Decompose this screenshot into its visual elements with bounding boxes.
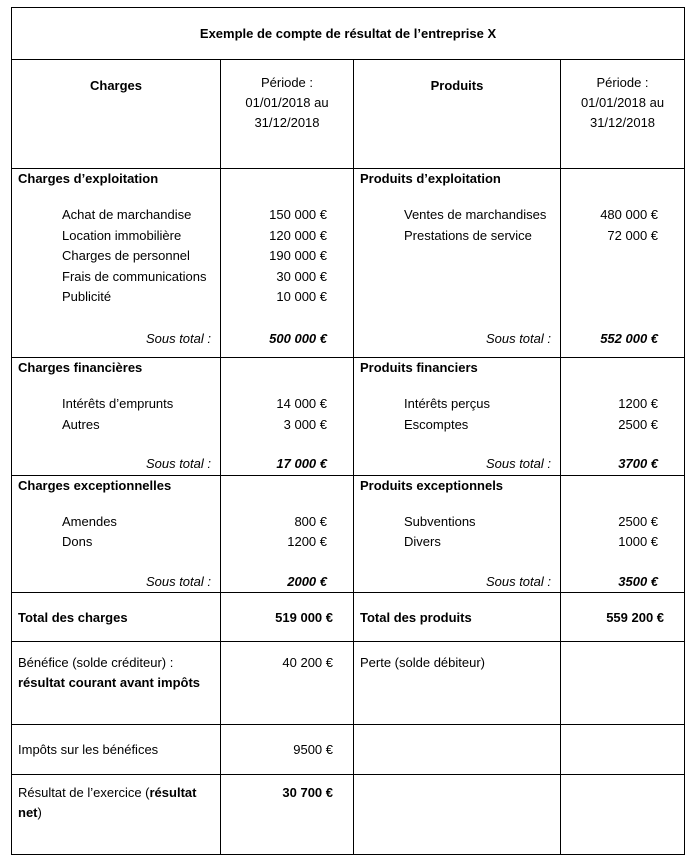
impots-label: Impôts sur les bénéfices	[12, 725, 221, 775]
sous-total-value: 500 000 €	[269, 330, 327, 346]
table-title: Exemple de compte de résultat de l’entreprise X	[12, 8, 685, 60]
section-produits-exceptionnels: Produits exceptionnels Subventions Divers Sous total :	[354, 475, 561, 593]
benefice-value: 40 200 €	[221, 642, 354, 725]
amount: 10 000 €	[276, 289, 327, 304]
section-charges-exploitation-amounts	[221, 169, 354, 358]
amount: 800 €	[294, 513, 327, 529]
amount: 190 000 €	[269, 248, 327, 263]
amount: 120 000 €	[269, 227, 327, 243]
list-item: Location immobilière	[62, 227, 182, 243]
section-charges-exploitation: Charges d’exploitation Achat de marchandise Location immobilière Charges de personnel Frais de communications Publicité Sous total :	[12, 169, 221, 358]
total-produits-label: Total des produits	[354, 593, 561, 642]
list-item: Amendes	[62, 513, 117, 529]
produits-header: Produits	[354, 60, 561, 169]
section-charges-financieres: Charges financières Intérêts d’emprunts Autres Sous total :	[12, 358, 221, 476]
charges-header: Charges	[12, 60, 221, 169]
sous-total-value: 2000 €	[287, 573, 327, 589]
amount: 2500 €	[618, 416, 659, 432]
resultat-value: 30 700 €	[221, 775, 354, 855]
amount: 150 000 €	[269, 207, 327, 222]
benefice-label: Bénéfice (solde créditeur) : résultat courant avant impôts	[12, 642, 221, 725]
income-statement-table	[11, 7, 685, 855]
resultat-label: Résultat de l’exercice (résultat net)	[12, 775, 221, 855]
charges-period-header: Période : 01/01/2018 au 31/12/2018	[221, 60, 354, 169]
impots-value: 9500 €	[221, 725, 354, 775]
list-item: Subventions	[404, 513, 476, 529]
section-produits-exploitation: Produits d’exploitation Ventes de marchandises Prestations de service Sous total :	[354, 169, 561, 358]
amount: 2500 €	[618, 513, 659, 529]
list-item: Frais de communications	[62, 268, 207, 284]
section-produits-exploitation-amounts	[561, 169, 685, 358]
sous-total-value: 3500 €	[618, 573, 659, 589]
list-item: Intérêts perçus	[404, 396, 490, 411]
perte-label: Perte (solde débiteur)	[354, 642, 561, 725]
amount: 14 000 €	[276, 396, 327, 411]
list-item: Prestations de service	[404, 227, 532, 243]
sous-total-label: Sous total :	[145, 330, 211, 346]
total-charges-value: 519 000 €	[221, 593, 354, 642]
list-item: Autres	[62, 416, 100, 432]
sous-total-value: 3700 €	[618, 456, 659, 471]
list-item: Ventes de marchandises	[404, 207, 547, 222]
sous-total-label: Sous total :	[485, 456, 551, 471]
list-item: Escomptes	[404, 416, 469, 432]
section-charges-exceptionnelles: Charges exceptionnelles Amendes Dons Sous total :	[12, 475, 221, 593]
list-item: Intérêts d’emprunts	[62, 396, 174, 411]
sous-total-value: 552 000 €	[600, 330, 659, 346]
sous-total-label: Sous total :	[485, 573, 551, 589]
list-item: Divers	[404, 534, 441, 549]
total-produits-value: 559 200 €	[561, 593, 685, 642]
amount: 72 000 €	[607, 227, 659, 243]
list-item: Publicité	[62, 289, 112, 304]
section-produits-financiers: Produits financiers Intérêts perçus Escomptes Sous total :	[354, 358, 561, 476]
list-item: Charges de personnel	[62, 248, 190, 263]
list-item: Dons	[62, 534, 93, 549]
amount: 1200 €	[287, 534, 327, 549]
sous-total-value: 17 000 €	[276, 456, 327, 471]
list-item: Achat de marchandise	[62, 207, 192, 222]
amount: 480 000 €	[600, 207, 659, 222]
amount: 1200 €	[618, 396, 659, 411]
total-charges-label: Total des charges	[12, 593, 221, 642]
sous-total-label: Sous total :	[145, 573, 211, 589]
sous-total-label: Sous total :	[485, 330, 551, 346]
amount: 1000 €	[618, 534, 659, 549]
amount: 30 000 €	[276, 268, 327, 284]
produits-period-header: Période : 01/01/2018 au 31/12/2018	[561, 60, 685, 169]
sous-total-label: Sous total :	[145, 456, 211, 471]
amount: 3 000 €	[283, 416, 327, 432]
